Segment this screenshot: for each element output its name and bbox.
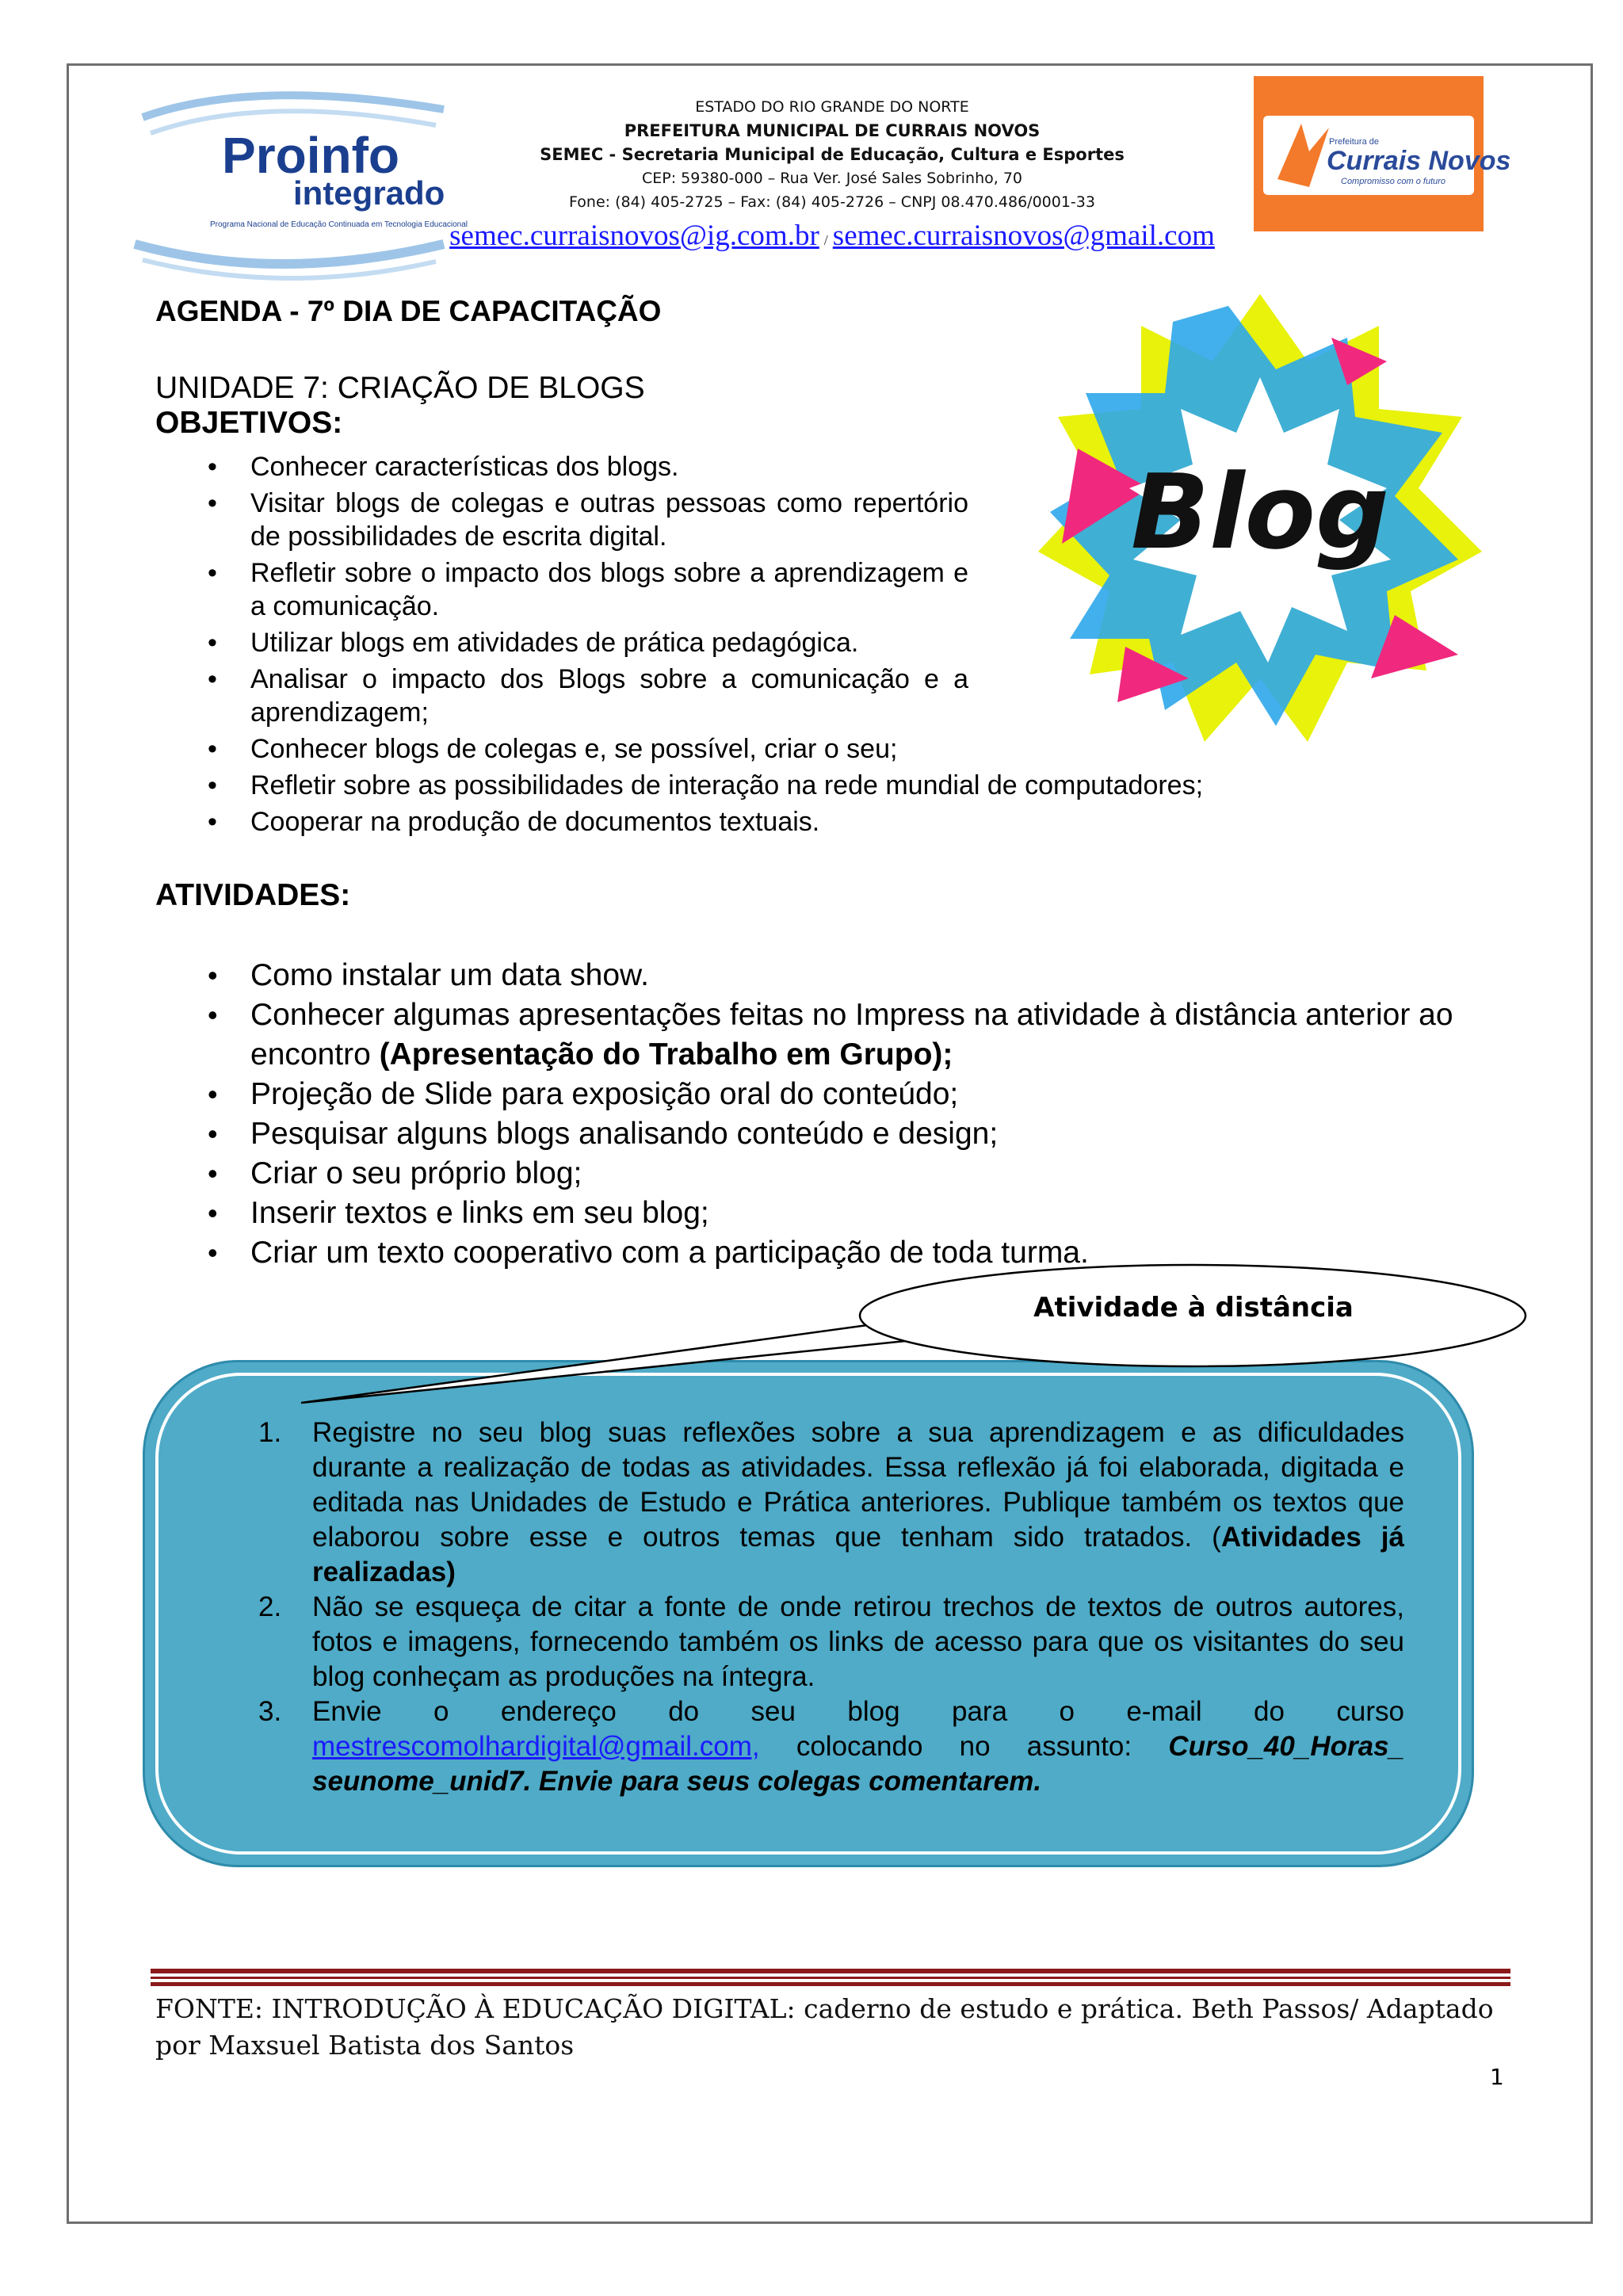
task-text: Não se esqueça de citar a fonte de onde retirou trechos de textos de outros autores, fotos e imagens, fornecendo também os links de acesso para que os visitantes do seu blog conheçam as produções na íntegra. — [312, 1591, 1404, 1692]
course-email-link[interactable]: mestrescomolhardigital@gmail.com, — [312, 1731, 760, 1762]
task-text: Envie o endereço do seu blog para o e-mail do curso — [312, 1696, 1404, 1727]
task-number: 2. — [258, 1591, 282, 1622]
task-bold: Atividades já realizadas) — [312, 1522, 1404, 1587]
blog-label: Blog — [1130, 452, 1390, 572]
header-emails — [396, 219, 1268, 253]
activity-item: • Criar um texto cooperativo com a participação de toda turma. — [208, 1233, 1515, 1273]
activity-item: • Criar o seu próprio blog; — [208, 1154, 1515, 1194]
objective-item: • Conhecer características dos blogs. — [208, 450, 968, 483]
logo-left-subtitle: integrado — [293, 174, 445, 212]
activity-item — [208, 995, 1515, 1075]
task-subject-bold: Curso_40_Horas_ seunome_unid7. Envie para seus colegas comentarem. — [312, 1731, 1404, 1797]
task-text: Registre no seu blog suas reflexões sobre a sua aprendizagem e as dificuldades durante a realização de todas as atividades. Essa reflexão já foi elaborada, digitada e editada nas Unidades de Estudo e Prática anteriores. Publique também os textos que elaborou sobre esse e outros temas que tenham sido tratados. ( — [312, 1417, 1404, 1553]
activity-item: • Pesquisar alguns blogs analisando conteúdo e design; — [208, 1114, 1515, 1154]
header-semec: SEMEC - Secretaria Municipal de Educação, Cultura e Esportes — [540, 145, 1125, 164]
email-link-ig[interactable]: semec.curraisnovos@ig.com.br — [449, 220, 819, 252]
logo-right-tagline: Compromisso com o futuro — [1341, 177, 1446, 186]
task-item — [258, 1590, 1404, 1694]
page-number: 1 — [1490, 2064, 1504, 2090]
logo-left-title: Proinfo — [222, 127, 399, 184]
footer-rule — [151, 1969, 1510, 1986]
logo-right-prefix: Prefeitura de — [1329, 137, 1379, 147]
email-link-gmail[interactable]: semec.curraisnovos@gmail.com — [832, 220, 1215, 252]
email-separator: / — [823, 232, 828, 248]
footer-source: FONTE: INTRODUÇÃO À EDUCAÇÃO DIGITAL: caderno de estudo e prática. Beth Passos/ Adaptado por Maxsuel Batista dos Santos — [155, 1993, 1494, 2061]
objectives-list — [208, 450, 1204, 842]
header-block — [475, 95, 1189, 214]
task-number: 1. — [258, 1417, 282, 1448]
objective-item: • Conhecer blogs de colegas e, se possível, criar o seu; — [208, 732, 968, 766]
currais-novos-logo — [1254, 76, 1511, 231]
logo-right-title: Currais Novos — [1327, 146, 1511, 176]
activities-title: ATIVIDADES: — [155, 878, 351, 912]
activity-item-text: Conhecer algumas apresentações feitas no Impress na atividade à distância anterior ao encontro — [250, 998, 1453, 1072]
header-prefeitura: PREFEITURA MUNICIPAL DE CURRAIS NOVOS — [624, 121, 1041, 140]
task-number: 3. — [258, 1696, 282, 1727]
unit-title: UNIDADE 7: CRIAÇÃO DE BLOGS — [155, 371, 645, 405]
objective-item: • Refletir sobre o impacto dos blogs sobre a aprendizagem e a comunicação. — [208, 556, 968, 623]
activity-item: • Projeção de Slide para exposição oral do conteúdo; — [208, 1075, 1515, 1114]
distance-task-list — [258, 1415, 1404, 1799]
speech-bubble — [301, 1252, 1537, 1427]
speech-bubble-label: Atividade à distância — [1033, 1292, 1354, 1324]
task-item — [258, 1694, 1404, 1799]
agenda-title: AGENDA - 7º DIA DE CAPACITAÇÃO — [155, 295, 662, 327]
activities-list — [208, 956, 1515, 1273]
objective-item: • Utilizar blogs em atividades de prática pedagógica. — [208, 626, 968, 659]
header-phone: Fone: (84) 405-2725 – Fax: (84) 405-2726 – CNPJ 08.470.486/0001-33 — [569, 193, 1095, 211]
objective-item: • Refletir sobre as possibilidades de interação na rede mundial de computadores; — [208, 769, 1360, 802]
blog-illustration — [1006, 290, 1514, 750]
activity-item-bold: (Apresentação do Trabalho em Grupo); — [379, 1037, 953, 1072]
activity-item: • Inserir textos e links em seu blog; — [208, 1194, 1515, 1233]
header-cep: CEP: 59380-000 – Rua Ver. José Sales Sobrinho, 70 — [641, 170, 1022, 187]
activity-item: • Como instalar um data show. — [208, 956, 1515, 995]
objective-item: • Visitar blogs de colegas e outras pessoas como repertório de possibilidades de escrita digital. — [208, 487, 968, 553]
objectives-title: OBJETIVOS: — [155, 406, 343, 440]
objective-item: • Cooperar na produção de documentos textuais. — [208, 805, 1360, 839]
header-state: ESTADO DO RIO GRANDE DO NORTE — [695, 98, 969, 116]
task-item — [258, 1415, 1404, 1590]
logo-left-tagline: Programa Nacional de Educação Continuada em Tecnologia Educacional — [210, 220, 468, 229]
task-text-mid: colocando no assunto: — [759, 1731, 1169, 1762]
objective-item: • Analisar o impacto dos Blogs sobre a comunicação e a aprendizagem; — [208, 663, 968, 729]
